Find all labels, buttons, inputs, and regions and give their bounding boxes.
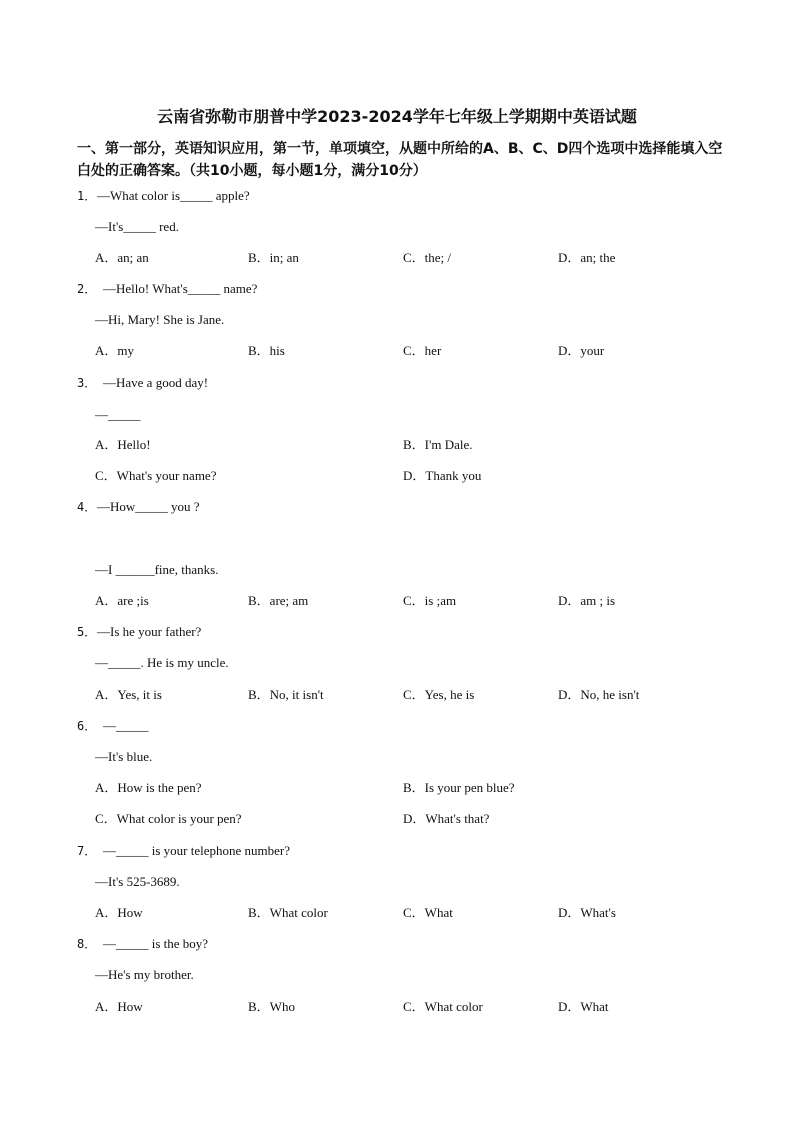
option-d[interactable]: D．What <box>558 999 609 1014</box>
option-a[interactable]: A．are ;is <box>95 593 149 608</box>
option-a[interactable]: A．Hello! <box>95 437 151 452</box>
option-d[interactable]: D．What's <box>558 905 616 920</box>
option-d[interactable]: D．No, he isn't <box>558 687 640 702</box>
options-row <box>77 341 727 361</box>
question-number: 6． <box>77 719 97 733</box>
question-sub-line: —_____ <box>95 407 141 422</box>
question-stem: —Is he your father? <box>97 624 202 639</box>
question-sub-line: —It's_____ red. <box>95 219 179 234</box>
options-row <box>77 591 727 611</box>
option-b[interactable]: B．I'm Dale. <box>403 437 473 452</box>
option-c[interactable]: C．What color <box>403 999 483 1014</box>
question-sub-line: —He's my brother. <box>95 967 194 982</box>
options-row <box>77 997 727 1017</box>
option-a[interactable]: A．my <box>95 343 135 358</box>
option-a[interactable]: A．How <box>95 999 143 1014</box>
option-d[interactable]: D．an; the <box>558 250 616 265</box>
option-c[interactable]: C．her <box>403 343 442 358</box>
option-b[interactable]: B．in; an <box>248 250 299 265</box>
options-row <box>77 435 727 455</box>
option-d[interactable]: D．Thank you <box>403 468 482 483</box>
option-b[interactable]: B．Is your pen blue? <box>403 780 515 795</box>
option-b[interactable]: B．What color <box>248 905 328 920</box>
options-row <box>77 685 727 705</box>
option-c[interactable]: C．What's your name? <box>95 468 217 483</box>
section-heading: 一、第一部分，英语知识应用，第一节，单项填空，从题中所给的A、B、C、D四个选项中选择能填入空白处的正确答案。（共10小题，每小题1分，满分10分） <box>77 141 723 179</box>
question-stem: —Hello! What's_____ name? <box>103 281 258 296</box>
question-stem: —What color is_____ apple? <box>97 188 250 203</box>
page-title: 云南省弥勒市朋普中学2023-2024学年七年级上学期期中英语试题 <box>157 107 637 126</box>
question-sub-line: —It's blue. <box>95 749 153 764</box>
option-b[interactable]: B．his <box>248 343 285 358</box>
question-stem: —_____ is your telephone number? <box>103 843 291 858</box>
option-d[interactable]: D．am ; is <box>558 593 616 608</box>
question-sub-line: —It's 525-3689. <box>95 874 180 889</box>
option-c[interactable]: C．the; / <box>403 250 452 265</box>
option-a[interactable]: A．How is the pen? <box>95 780 202 795</box>
question-number: 8． <box>77 937 97 951</box>
option-a[interactable]: A．an; an <box>95 250 149 265</box>
option-b[interactable]: B．Who <box>248 999 295 1014</box>
options-row <box>77 809 727 829</box>
options-row <box>77 466 727 486</box>
question-number: 3． <box>77 376 97 390</box>
option-a[interactable]: A．Yes, it is <box>95 687 162 702</box>
options-row <box>77 903 727 923</box>
question-stem: —_____ is the boy? <box>103 936 209 951</box>
option-d[interactable]: D．What's that? <box>403 811 490 826</box>
question-number: 4． <box>77 500 97 514</box>
option-c[interactable]: C．Yes, he is <box>403 687 475 702</box>
question-sub-line: —I ______fine, thanks. <box>95 562 219 577</box>
options-row <box>77 248 727 268</box>
option-c[interactable]: C．is ;am <box>403 593 457 608</box>
options-row <box>77 778 727 798</box>
question-number: 7． <box>77 844 97 858</box>
question-stem: —Have a good day! <box>103 375 209 390</box>
option-b[interactable]: B．are; am <box>248 593 309 608</box>
question-number: 2． <box>77 282 97 296</box>
question-stem: —_____ <box>103 718 149 733</box>
option-c[interactable]: C．What <box>403 905 453 920</box>
question-sub-line: —Hi, Mary! She is Jane. <box>95 312 225 327</box>
option-c[interactable]: C．What color is your pen? <box>95 811 242 826</box>
question-number: 1． <box>77 189 97 203</box>
option-d[interactable]: D．your <box>558 343 605 358</box>
question-number: 5． <box>77 625 97 639</box>
option-b[interactable]: B．No, it isn't <box>248 687 324 702</box>
question-sub-line: —_____. He is my uncle. <box>95 655 229 670</box>
question-stem: —How_____ you ? <box>97 499 200 514</box>
option-a[interactable]: A．How <box>95 905 143 920</box>
